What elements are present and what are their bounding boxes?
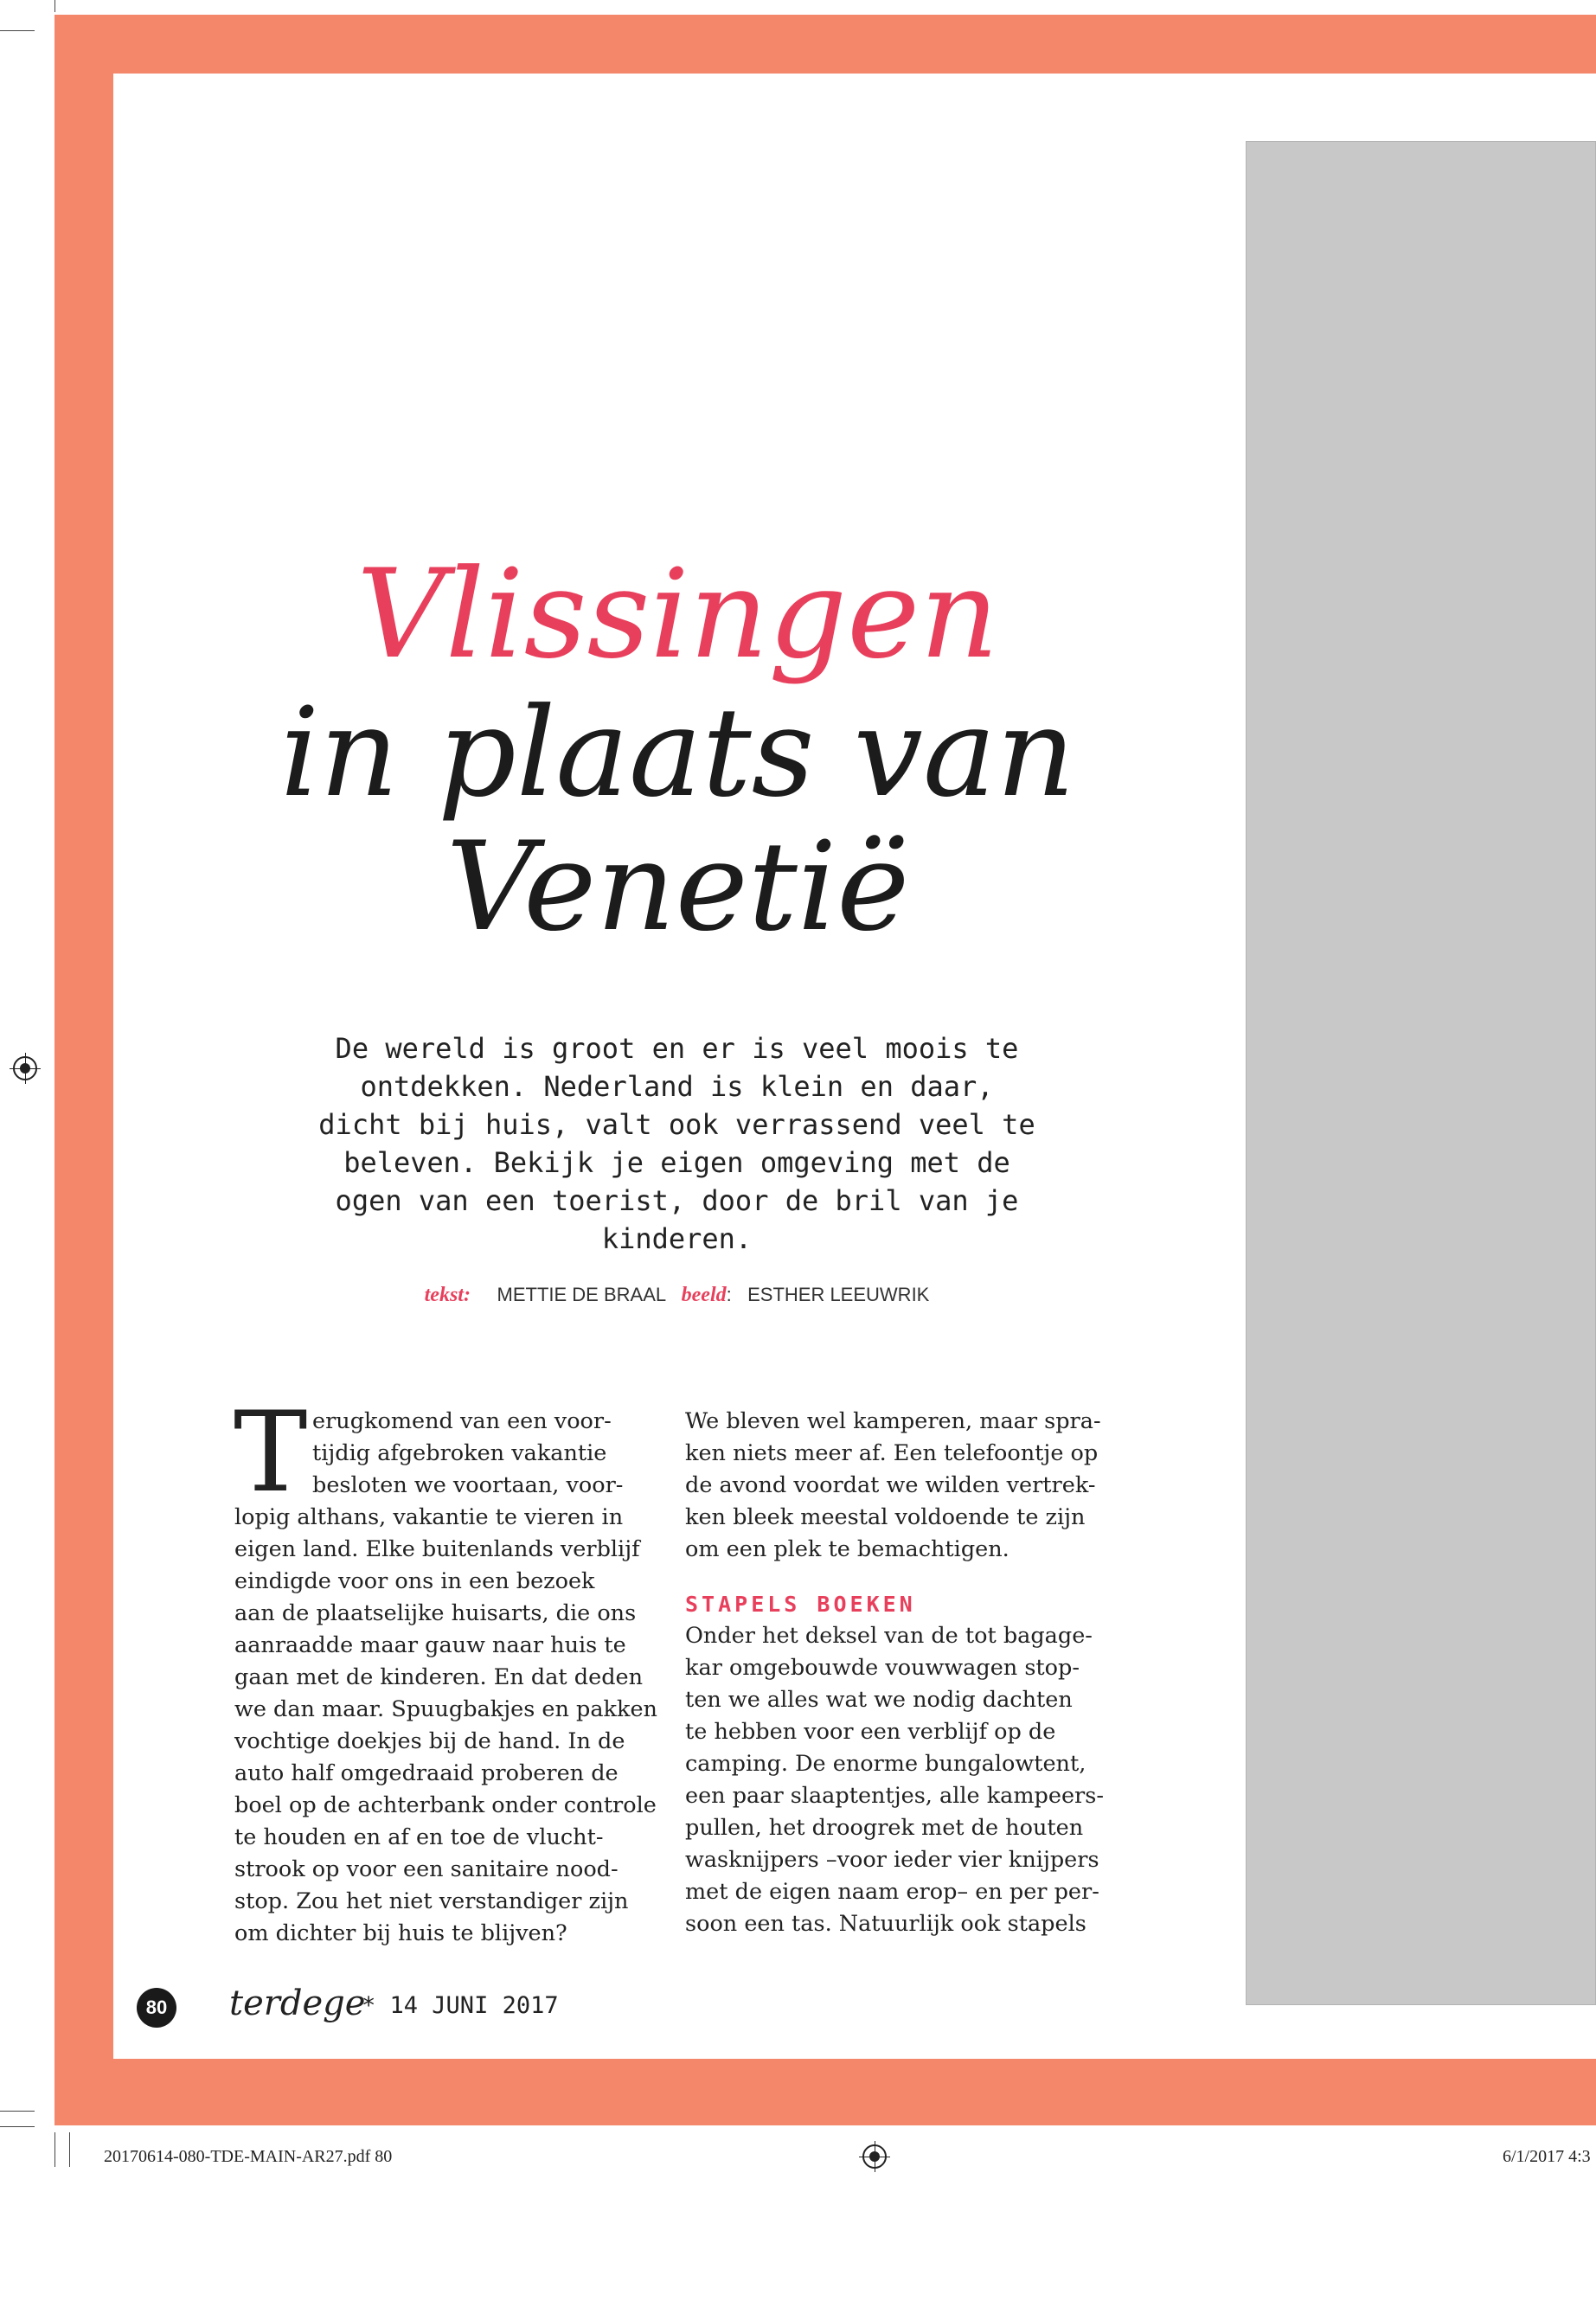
- body-line: auto half omgedraaid proberen de: [234, 1760, 619, 1786]
- body-line: aan de plaatselijke huisarts, die ons: [234, 1600, 637, 1626]
- body-line: strook op voor een sanitaire nood-: [234, 1856, 619, 1882]
- body-column-1: [234, 1406, 657, 1950]
- drop-cap: T: [234, 1388, 308, 1517]
- crop-mark: [0, 30, 35, 31]
- date-text: 14 JUNI 2017: [389, 1992, 559, 2019]
- crop-mark: [69, 2132, 70, 2167]
- body-line: ken niets meer af. Een telefoontje op: [685, 1440, 1099, 1466]
- body-line: de avond voordat we wilden vertrek-: [685, 1472, 1096, 1498]
- slug-datetime: 6/1/2017 4:3: [1503, 2147, 1591, 2166]
- body-line: te houden en af en toe de vlucht-: [234, 1824, 604, 1850]
- crop-mark: [54, 2132, 55, 2167]
- body-line: besloten we voortaan, voor-: [312, 1472, 624, 1498]
- body-line: met de eigen naam erop– en per per-: [685, 1879, 1099, 1905]
- credit-text-label: tekst:: [424, 1284, 471, 1306]
- body-line: we dan maar. Spuugbakjes en pakken: [234, 1696, 657, 1722]
- body-line: te hebben voor een verblijf op de: [685, 1719, 1056, 1745]
- body-line: ken bleek meestal voldoende te zijn: [685, 1504, 1086, 1530]
- crop-mark: [0, 2111, 35, 2112]
- body-line: lopig althans, vakantie te vieren in: [234, 1504, 624, 1530]
- body-line: ten we alles wat we nodig dachten: [685, 1687, 1073, 1713]
- crop-mark: [54, 0, 55, 12]
- illustration-placeholder: [1246, 141, 1596, 2005]
- body-line: wasknijpers –voor ieder vier knijpers: [685, 1847, 1099, 1873]
- body-line: kar omgebouwde vouwwagen stop-: [685, 1655, 1080, 1681]
- body-line: soon een tas. Natuurlijk ook stapels: [685, 1911, 1086, 1937]
- title-line-3: Venetië: [445, 816, 910, 958]
- body-line: camping. De enorme bungalowtent,: [685, 1751, 1086, 1777]
- crop-mark: [0, 2126, 35, 2127]
- credit-text-author: METTIE DE BRAAL: [497, 1284, 666, 1305]
- body-line: stop. Zou het niet verstandiger zijn: [234, 1888, 629, 1914]
- magazine-logo: terdege: [229, 1984, 366, 2023]
- body-line: eigen land. Elke buitenlands verblijf: [234, 1536, 640, 1562]
- body-line: gaan met de kinderen. En dat deden: [234, 1664, 644, 1690]
- spacer: [685, 1566, 1104, 1588]
- body-line: aanraadde maar gauw naar huis te: [234, 1632, 626, 1658]
- title-line-1: Vlissingen: [356, 543, 999, 686]
- body-line: boel op de achterbank onder controle: [234, 1792, 657, 1818]
- body-line: We bleven wel kamperen, maar spra-: [685, 1408, 1101, 1434]
- registration-mark-icon: [862, 2144, 887, 2169]
- credit-image-label: beeld: [681, 1284, 727, 1306]
- credit-image-author: ESTHER LEEUWRIK: [747, 1284, 930, 1305]
- body-line: Onder het deksel van de tot bagage-: [685, 1623, 1093, 1649]
- body-line: een paar slaaptentjes, alle kampeers-: [685, 1783, 1104, 1809]
- body-line: pullen, het droogrek met de houten: [685, 1815, 1084, 1841]
- intro-text: De wereld is groot en er is veel moois te ontdekken. Nederland is klein en daar, dicht bij huis, valt ook verrassend veel te beleven. Bekijk je eigen omgeving met de ogen van een toerist, door de bril van je kinderen.: [318, 1032, 1035, 1255]
- registration-mark-icon: [13, 1056, 37, 1080]
- page-number: 80: [137, 1988, 176, 2028]
- slug-filename: 20170614-080-TDE-MAIN-AR27.pdf 80: [104, 2147, 393, 2166]
- body-line: om een plek te bemachtigen.: [685, 1536, 1010, 1562]
- body-line: eindigde voor ons in een bezoek: [234, 1568, 595, 1594]
- issue-date: [362, 1992, 559, 2019]
- body-line: tijdig afgebroken vakantie: [312, 1440, 607, 1466]
- body-line: erugkomend van een voor-: [312, 1408, 612, 1434]
- credits: [234, 1284, 1120, 1307]
- body-line: om dichter bij huis te blijven?: [234, 1920, 567, 1946]
- body-line: vochtige doekjes bij de hand. In de: [234, 1728, 625, 1754]
- title-line-2: in plaats van: [279, 682, 1076, 824]
- section-subhead: STAPELS BOEKEN: [685, 1592, 916, 1617]
- credit-image-separator: :: [726, 1284, 732, 1305]
- body-column-2: [685, 1406, 1104, 1940]
- date-separator: *: [362, 1992, 376, 2019]
